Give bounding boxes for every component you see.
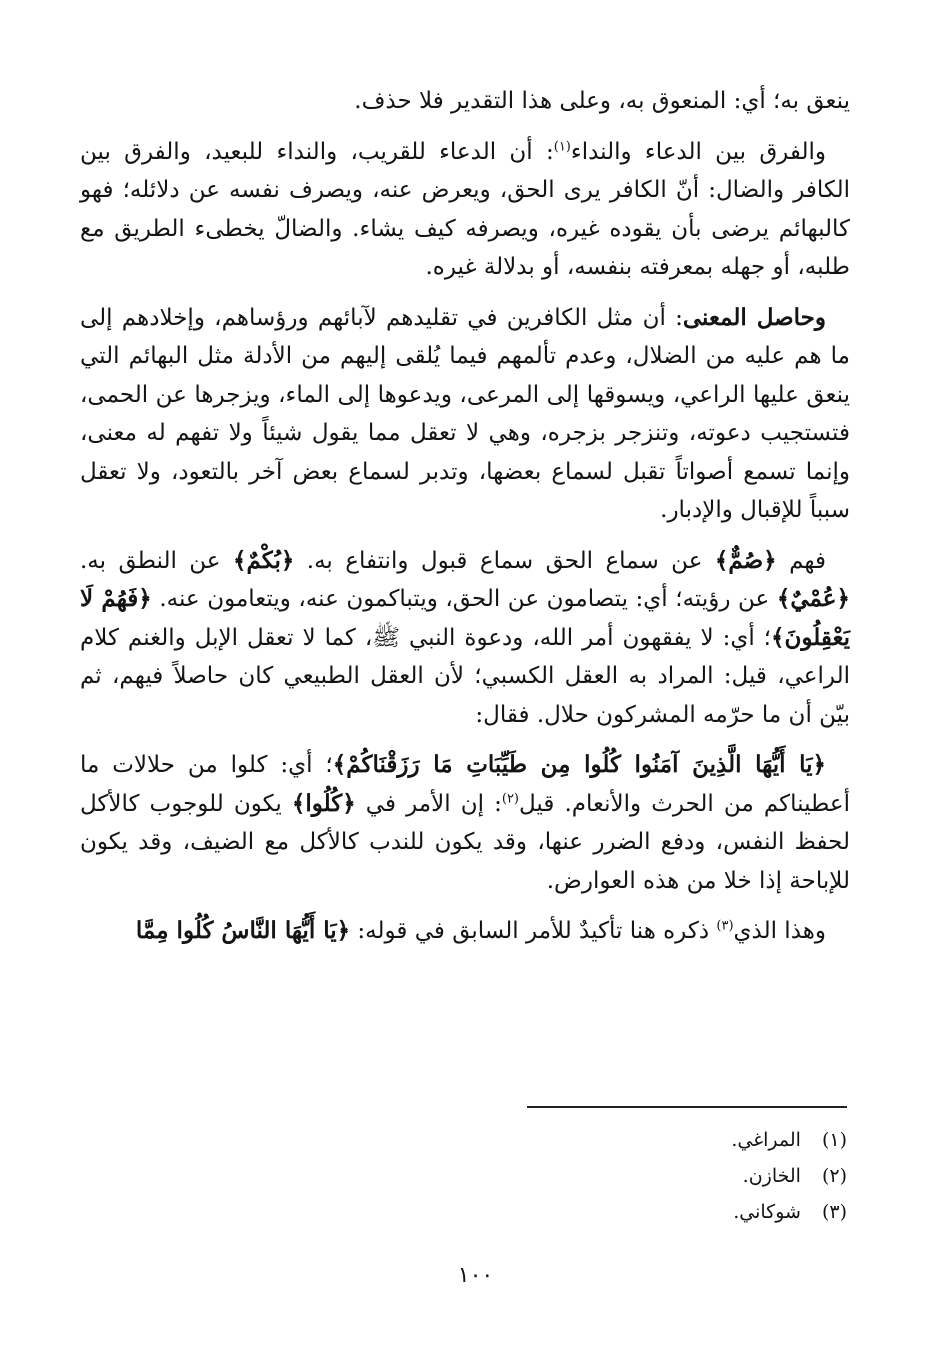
footnote-item <box>447 1122 847 1158</box>
quran-quote: ﴿بُكْمٌ﴾ <box>232 546 295 574</box>
paragraph-text: وهذا الذي <box>733 918 826 944</box>
footnote-item <box>447 1158 847 1194</box>
paragraph-text: عن رؤيته؛ أي: يتصامون عن الحق، ويتباكمون عنه، ويتعامون عنه. <box>151 586 777 612</box>
paragraph-5 <box>80 746 850 900</box>
paragraph-2 <box>80 133 850 287</box>
quran-quote: ﴿فَهُمْ لَا يَعْقِلُونَ﴾ <box>80 585 850 651</box>
footnote-text: المراغي. <box>731 1129 801 1151</box>
footnote-text: الخازن. <box>742 1165 801 1187</box>
paragraph-text: والفرق بين الدعاء والنداء <box>570 138 826 165</box>
footnote-text: شوكاني. <box>733 1201 801 1223</box>
paragraph-1 <box>80 82 850 121</box>
quran-quote: ﴿كُلُوا﴾ <box>291 789 356 817</box>
quran-quote: ﴿يَا أَيُّهَا النَّاسُ كُلُوا مِمَّا <box>135 917 351 944</box>
footnotes <box>447 1122 847 1230</box>
paragraph-text: : أن الدعاء للقريب، والنداء للبعيد، والفرق بين الكافر والضال: أنّ الكافر يرى الحق، ويعرض عنه، ويصرف نفسه عن دلائله؛ فهو كالبهائم يرضى بأن يقوده غيره، ويصرفه كيف يشاء. والضالّ يخطىء الطريق مع طلبه، أو جهله بمعرفته بنفسه، أو بدلالة غيره. <box>80 138 850 280</box>
main-text <box>80 82 850 951</box>
paragraph-4 <box>80 542 850 735</box>
paragraph-text: عن النطق به. <box>80 547 233 574</box>
quran-quote: ﴿يَا أَيُّهَا الَّذِينَ آمَنُوا كُلُوا مِن طَيِّبَاتِ مَا رَزَقْنَاكُمْ﴾ <box>332 751 826 778</box>
footnote-ref-1: (١) <box>553 138 571 154</box>
footnote-item <box>447 1194 847 1230</box>
paragraph-text: ذكره هنا تأكيدٌ للأمر السابق في قوله: <box>350 918 717 944</box>
paragraph-text: : إن الأمر في <box>355 790 502 817</box>
quran-quote: ﴿صُمٌّ﴾ <box>714 546 777 574</box>
footnote-ref-3: (٣) <box>716 918 734 934</box>
section-lead: وحاصل المعنى <box>682 303 826 331</box>
paragraph-text: ينعق به؛ أي: المنعوق به، وعلى هذا التقدير فلا حذف. <box>354 88 850 114</box>
paragraph-text: ؛ أي: لا يفقهون أمر الله، ودعوة النبي ﷺ، كما لا تعقل الإبل والغنم كلام الراعي، قيل: المراد به العقل الكسبي؛ لأن العقل الطبيعي كان حاصلاً فيهم، ثم بيّن أن ما حرّمه المشركون حلال. فقال: <box>80 624 850 728</box>
paragraph-6 <box>80 912 850 951</box>
footnote-number: (٣) <box>821 1201 847 1223</box>
footnote-divider <box>527 1106 847 1108</box>
paragraph-text: فهم <box>776 547 826 574</box>
paragraph-text: ؛ أي: كلوا من حلالات ما أعطيناكم من الحرث والأنعام. قيل <box>80 752 850 817</box>
footnote-number: (١) <box>821 1129 847 1151</box>
paragraph-3 <box>80 299 850 530</box>
quran-quote: ﴿عُمْيٌ﴾ <box>776 585 850 612</box>
paragraph-text: عن سماع الحق سماع قبول وانتفاع به. <box>294 547 715 574</box>
paragraph-text: يكون للوجوب كالأكل لحفظ النفس، ودفع الضرر عنها، وقد يكون للندب كالأكل مع الضيف، وقد يكون للإباحة إذا خلا من هذه العوارض. <box>80 790 850 894</box>
page-number: ١٠٠ <box>457 1263 494 1288</box>
paragraph-text: : أن مثل الكافرين في تقليدهم لآبائهم ورؤساهم، وإخلادهم إلى ما هم عليه من الضلال، وعدم تألمهم فيما يُلقى إليهم من الأدلة مثل البهائم التي ينعق عليها الراعي، ويسوقها إلى المرعى، ويدعوها إلى الماء، ويزجرها عن الحمى، فتستجيب دعوته، وتنزجر بزجره، وهي لا تعقل مما يقول شيئاً ولا تفهم له معنى، وإنما تسمع أصواتاً تقبل لسماع بعضها، وتدبر لسماع بعض آخر بالتعود، ولا تعقل سبباً للإقبال والإدبار. <box>80 304 850 523</box>
footnote-number: (٢) <box>821 1165 847 1187</box>
footnote-ref-2: (٢) <box>501 790 519 806</box>
